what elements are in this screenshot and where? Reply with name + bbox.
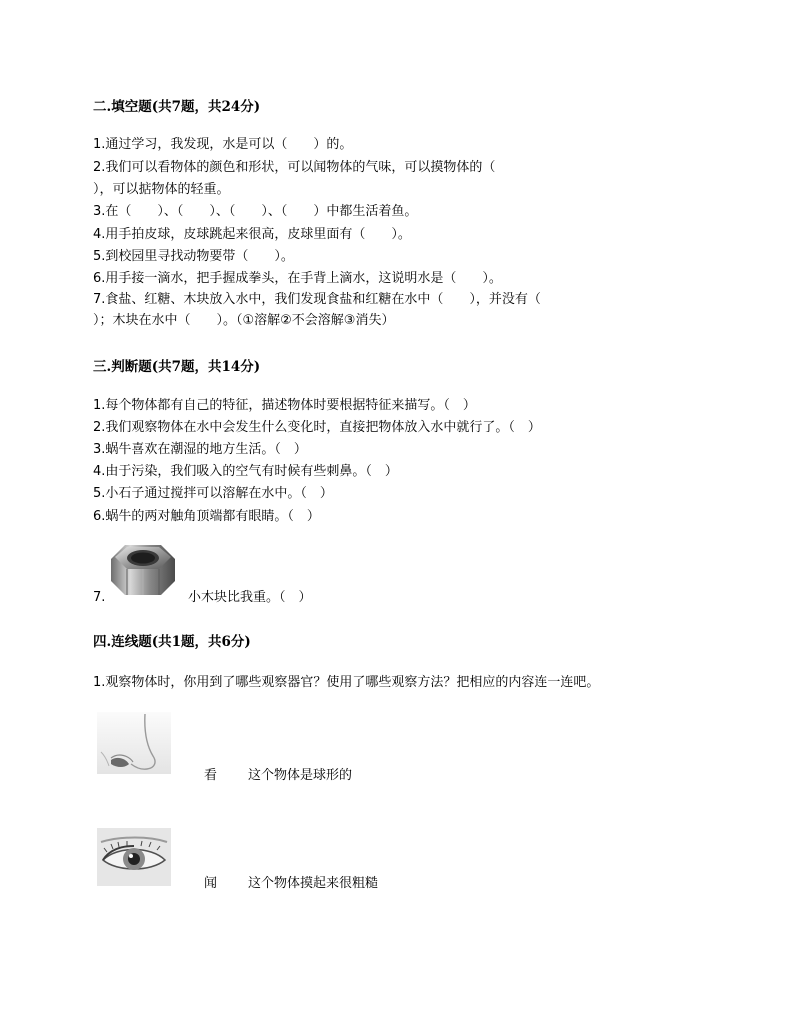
true-false-line-2: 2.我们观察物体在水中会发生什么变化时，直接把物体放入水中就行了。（ ） <box>93 420 541 435</box>
section-heading-fill-blank: 二.填空题(共7题，共24分) <box>93 99 261 115</box>
fill-blank-line-2-cont: ），可以掂物体的轻重。 <box>93 182 230 197</box>
fill-blank-line-4: 4.用手拍皮球，皮球跳起来很高，皮球里面有（ ）。 <box>93 227 411 242</box>
matching-verb-smell: 闻 <box>204 876 218 891</box>
true-false-line-1: 1.每个物体都有自己的特征，描述物体时要根据特征来描写。（ ） <box>93 398 476 413</box>
nose-icon <box>97 712 171 774</box>
true-false-line-6: 6.蜗牛的两对触角顶端都有眼睛。（ ） <box>93 509 320 524</box>
true-false-line-5: 5.小石子通过搅拌可以溶解在水中。（ ） <box>93 486 333 501</box>
matching-question: 1.观察物体时，你用到了哪些观察器官？使用了哪些观察方法？把相应的内容连一连吧。 <box>93 675 600 690</box>
hex-nut-icon <box>105 537 181 603</box>
eye-icon <box>97 828 171 886</box>
true-false-line-7-text: 小木块比我重。（ ） <box>188 590 312 605</box>
fill-blank-line-1: 1.通过学习，我发现，水是可以（ ）的。 <box>93 137 353 152</box>
true-false-line-3: 3.蜗牛喜欢在潮湿的地方生活。（ ） <box>93 442 307 457</box>
fill-blank-line-6: 6.用手接一滴水，把手握成拳头，在手背上滴水，这说明水是（ ）。 <box>93 271 502 286</box>
fill-blank-line-7-cont: ）；木块在水中（ ）。（①溶解②不会溶解③消失） <box>93 313 395 328</box>
fill-blank-line-2: 2.我们可以看物体的颜色和形状，可以闻物体的气味，可以摸物体的（ <box>93 160 496 175</box>
fill-blank-line-7: 7.食盐、红糖、木块放入水中，我们发现食盐和红糖在水中（ ），并没有（ <box>93 292 541 307</box>
true-false-line-7-number: 7. <box>93 590 106 605</box>
fill-blank-line-3: 3.在（ ）、（ ）、（ ）、（ ）中都生活着鱼。 <box>93 204 418 219</box>
matching-desc-rough: 这个物体摸起来很粗糙 <box>248 876 379 891</box>
matching-desc-round: 这个物体是球形的 <box>248 768 353 783</box>
true-false-line-4: 4.由于污染，我们吸入的空气有时候有些刺鼻。（ ） <box>93 464 398 479</box>
section-heading-matching: 四.连线题(共1题，共6分) <box>93 634 251 650</box>
matching-verb-see: 看 <box>204 768 218 783</box>
fill-blank-line-5: 5.到校园里寻找动物要带（ ）。 <box>93 249 294 264</box>
section-heading-true-false: 三.判断题(共7题，共14分) <box>93 359 261 375</box>
